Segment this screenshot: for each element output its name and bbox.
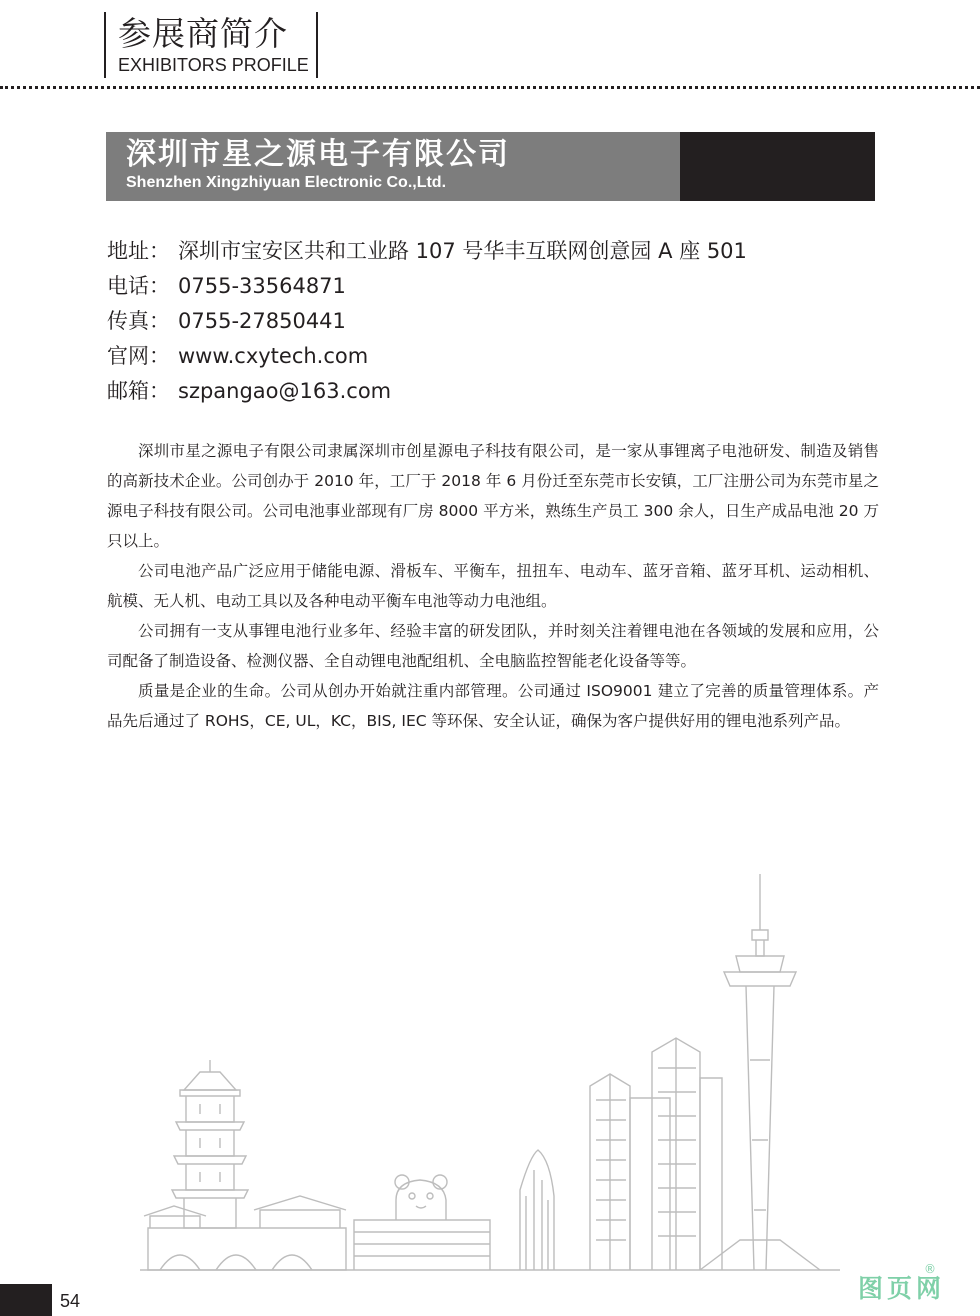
contact-label: 官网： [107,344,170,368]
section-subtitle: EXHIBITORS PROFILE [118,55,309,75]
contact-value: szpangao@163.com [178,379,392,403]
company-name-cn: 深圳市星之源电子有限公司 [126,137,510,172]
contact-website [107,339,747,374]
company-name-en: Shenzhen Xingzhiyuan Electronic Co.,Ltd. [126,174,447,191]
section-header [104,12,320,78]
dotted-divider [0,86,980,89]
page-number-block [0,1284,52,1316]
page-number: 54 [60,1291,81,1311]
watermark-text: 图页网 [858,1274,946,1303]
header-right-rule [316,12,318,78]
contact-info [107,234,747,409]
description-paragraph: 质量是企业的生命。公司从创办开始就注重内部管理。公司通过 ISO9001 建立了完善的质量管理体系。产品先后通过了 ROHS，CE, UL，KC，BIS, IEC 等环保、安全认证，确保为客户提供好用的锂电池系列产品。 [107,682,879,730]
contact-value: 0755-27850441 [178,309,346,333]
header-left-rule [104,12,106,78]
office-buildings-icon [590,1038,722,1270]
panda-icon [354,1175,490,1270]
description-paragraph: 公司拥有一支从事锂电池行业多年、经验丰富的研发团队，并时刻关注着锂电池在各领域的发展和应用，公司配备了制造设备、检测仪器、全自动锂电池配组机、全电脑监控智能老化设备等等。 [107,622,879,670]
section-title: 参展商简介 [118,14,288,53]
city-skyline-illustration [140,860,960,1280]
contact-label: 电话： [107,274,170,298]
tv-tower-icon [700,874,820,1270]
pagoda-icon [172,1060,248,1228]
registered-mark: ® [924,1262,936,1276]
contact-email [107,374,747,409]
contact-value: 深圳市宝安区共和工业路 107 号华丰互联网创意园 A 座 501 [178,239,747,263]
contact-phone [107,269,747,304]
contact-address [107,234,747,269]
contact-label: 地址： [107,239,170,263]
contact-label: 邮箱： [107,379,170,403]
contact-label: 传真： [107,309,170,333]
contact-fax [107,304,747,339]
bridge-gate-icon [144,1196,346,1270]
company-description [107,436,879,736]
watermark-logo [858,1262,964,1306]
contact-value: 0755-33564871 [178,274,346,298]
description-paragraph: 深圳市星之源电子有限公司隶属深圳市创星源电子科技有限公司，是一家从事锂离子电池研发、制造及销售的高新技术企业。公司创办于 2010 年，工厂于 2018 年 6 月份迁至东莞市长安镇，工厂注册公司为东莞市星之源电子科技有限公司。公司电池事业部现有厂房 8000 平方米，熟练生产员工 300 余人，日生产成品电池 20 万只以上。 [107,442,879,550]
description-paragraph: 公司电池产品广泛应用于储能电源、滑板车、平衡车，扭扭车、电动车、蓝牙音箱、蓝牙耳机、运动相机、航模、无人机、电动工具以及各种电动平衡车电池等动力电池组。 [107,562,879,610]
contact-value: www.cxytech.com [178,344,369,368]
company-banner [106,132,875,201]
tower-building-icon [520,1150,554,1270]
